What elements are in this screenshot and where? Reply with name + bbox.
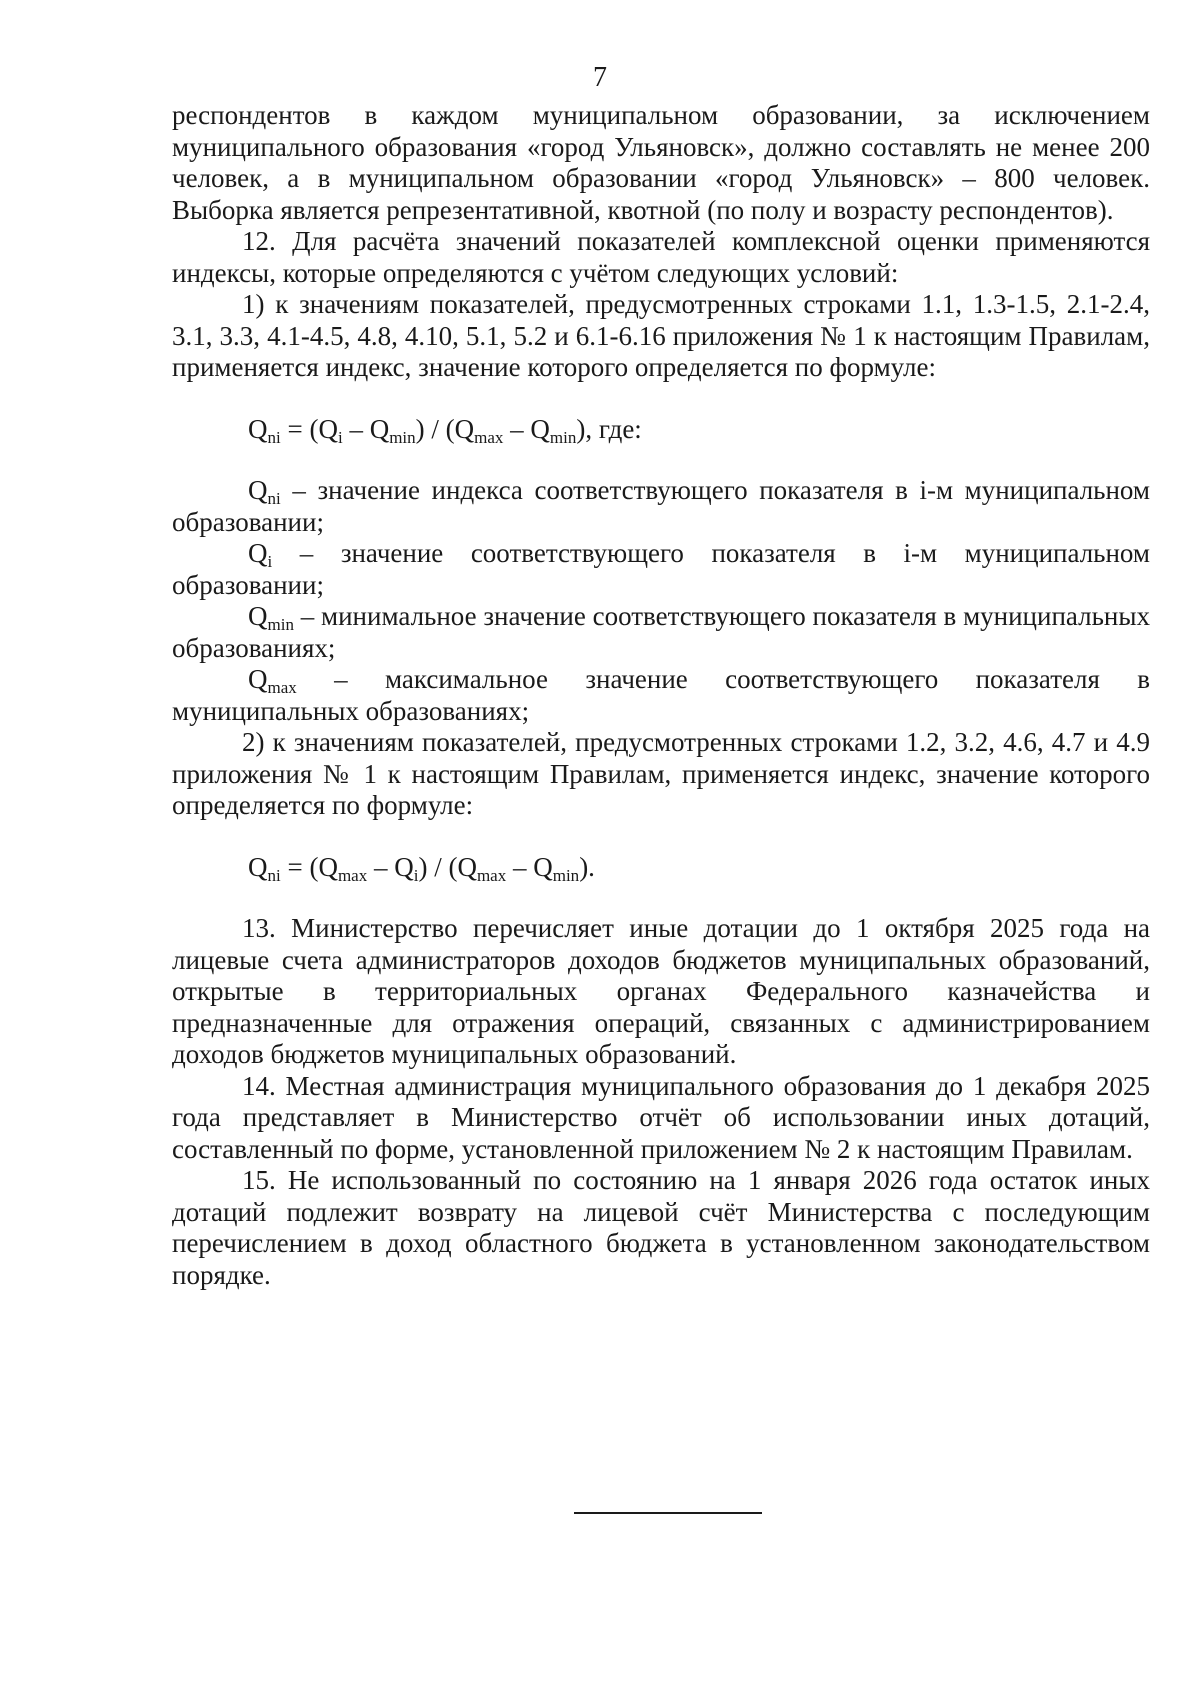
definition-qni: $Q_{ni}$ – значение индекса соответствующего показателя в i-м муниципальном образовании; [172,475,1151,537]
paragraph-13: 13. Министерство перечисляет иные дотации до 1 октября 2025 года на лицевые счета администраторов доходов бюджетов муниципальных образований, открытые в территориальных органах Федерального казначейства и предназначенные для отражения операций, связанных с администрированием доходов бюджетов муниципальных образований. [172,913,1150,1069]
page-number: 7 [593,62,607,93]
paragraph-15: 15. Не использованный по состоянию на 1 января 2026 года остаток иных дотаций подлежит возврату на лицевой счёт Министерства с последующим перечислением в доход областного бюджета в установленном законодательством порядке. [172,1165,1150,1290]
end-divider-line [574,1512,762,1514]
document-body [172,100,1150,1291]
paragraph-intro: респондентов в каждом муниципальном образовании, за исключением муниципального образования «город Ульяновск», должно составлять не менее 200 человек, а в муниципальном образовании «город Ульяновск» – 800 человек. Выборка является репрезентативной, квотной (по полу и возрасту респондентов). [172,100,1150,225]
item-1: 1) к значениям показателей, предусмотренных строками 1.1, 1.3-1.5, 2.1-2.4, 3.1, 3.3, 4.1-4.5, 4.8, 4.10, 5.1, 5.2 и 6.1-6.16 приложения № 1 к настоящим Правилам, применяется индекс, значение которого определяется по формуле: [172,289,1150,382]
formula-2: $Q_{ni} = (Q_{max} - Q_i) / (Q_{max} - Q_{min})$. [248,851,595,885]
definition-qi: $Q_i$ – значение соответствующего показателя в i-м муниципальном образовании; [172,538,1151,600]
formula-1: $Q_{ni} = (Q_i - Q_{min}) / (Q_{max} - Q_{min})$, где: [248,413,642,447]
definition-qmin: $Q_{min}$ – минимальное значение соответствующего показателя в муниципальных образованиях; [172,601,1150,663]
paragraph-12: 12. Для расчёта значений показателей комплексной оценки применяются индексы, которые определяются с учётом следующих условий: [172,226,1150,288]
formula-definitions [172,475,1150,727]
definition-qmax: $Q_{max}$ – максимальное значение соответствующего показателя в муниципальных образованиях; [172,664,1150,726]
paragraph-14: 14. Местная администрация муниципального образования до 1 декабря 2025 года представляет в Министерство отчёт об использовании иных дотаций, составленный по форме, установленной приложением № 2 к настоящим Правилам. [172,1070,1150,1164]
item-2: 2) к значениям показателей, предусмотренных строками 1.2, 3.2, 4.6, 4.7 и 4.9 приложения № 1 к настоящим Правилам, применяется индекс, значение которого определяется по формуле: [172,727,1150,820]
